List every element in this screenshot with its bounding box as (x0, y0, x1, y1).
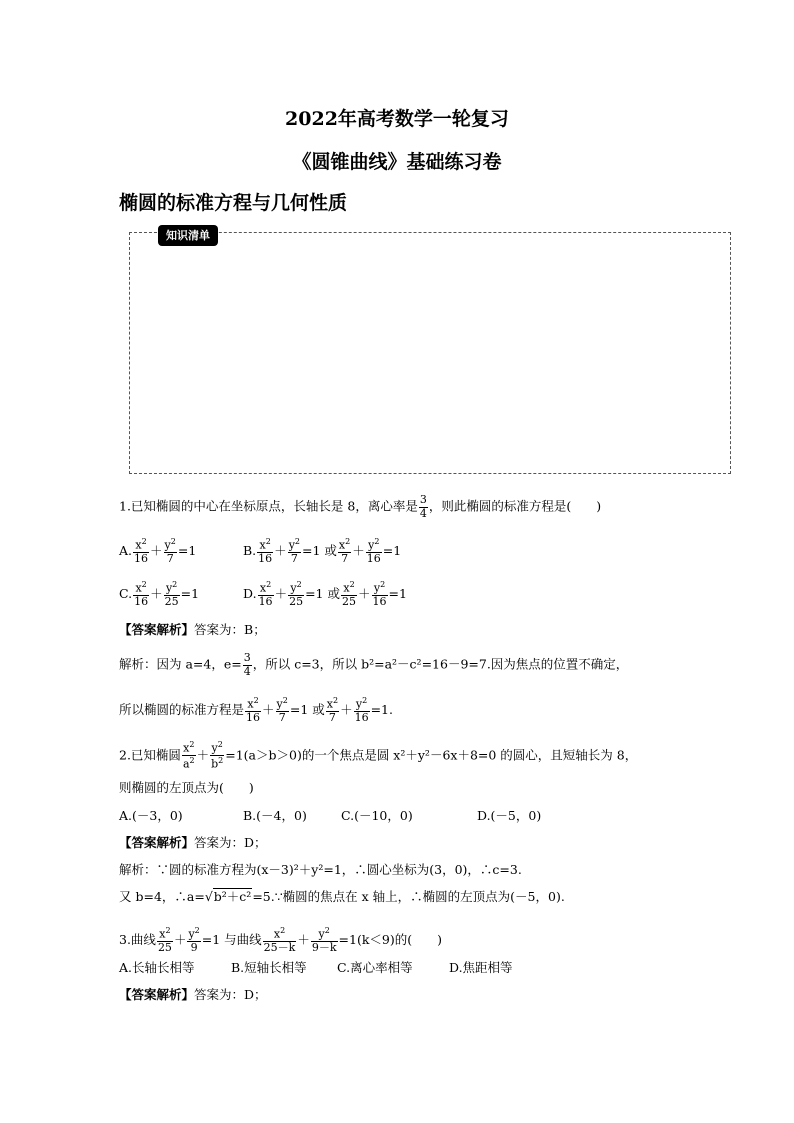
q2-option-b: B.(－4，0) (243, 808, 307, 823)
q2-option-d: D.(－5，0) (477, 808, 542, 823)
q3-options (119, 962, 513, 975)
knowledge-box (129, 232, 731, 474)
q1-stem: 1.已知椭圆的中心在坐标原点，长轴长是 8，离心率是 $\frac{3}{4}$ ，则此椭圆的标准方程是( ) (119, 493, 602, 520)
q1-solution-line2: 所以椭圆的标准方程是 $\frac{x^2}{16}$ ＋ $\frac{y^2}{7}$ =1 或 $\frac{x^2}{7}$ ＋ $\frac{y^2}{16}$ =1. (119, 696, 393, 725)
q2-options (119, 810, 541, 823)
fraction: $\frac{3}{4}$ (419, 493, 427, 520)
q3-option-d: D.焦距相等 (449, 960, 513, 975)
q2-solution-line1: 解析：∵圆的标准方程为(x－3)²＋y²=1，∴圆心坐标为(3，0)，∴c=3. (119, 862, 522, 877)
q2-answer: 【答案解析】答案为：D； (119, 835, 267, 850)
q3-answer: 【答案解析】答案为：D； (119, 987, 267, 1002)
q1-option-c: C. $\frac{x^2}{16}$ ＋ $\frac{y^2}{25}$ =1 (119, 580, 200, 609)
section-heading: 椭圆的标准方程与几何性质 (119, 192, 348, 214)
document-title: 2022年高考数学一轮复习 (285, 108, 509, 130)
q3-option-a: A.长轴长相等 (119, 960, 195, 975)
q2-option-a: A.(－3，0) (119, 808, 183, 823)
q1-solution-line1: 解析：因为 a=4，e= $\frac{3}{4}$ ，所以 c=3，所以 b²=a²－c²=16－9=7.因为焦点的位置不确定， (119, 651, 629, 678)
q3-option-c: C.离心率相等 (337, 960, 413, 975)
q1-answer: 【答案解析】答案为：B； (119, 622, 266, 637)
q1-option-d: D. $\frac{x^2}{16}$ ＋ $\frac{y^2}{25}$ =1 或 $\frac{x^2}{25}$ ＋ $\frac{y^2}{16}$ =1 (243, 580, 407, 609)
q1-options-row1 (119, 537, 401, 566)
knowledge-tag: 知识清单 (158, 225, 218, 246)
q2-stem: 2.已知椭圆 $\frac{x^2}{a^2}$ ＋ $\frac{y^2}{b^2}$ =1(a＞b＞0)的一个焦点是圆 x²＋y²－6x＋8=0 的圆心，且短轴长为 8， (119, 740, 638, 771)
q2-option-c: C.(－10，0) (341, 808, 413, 823)
q2-solution-line2: 又 b=4，∴a=√b²＋c²=5.∵椭圆的焦点在 x 轴上，∴椭圆的左顶点为(－5，0). (119, 889, 565, 904)
q3-option-b: B.短轴长相等 (231, 960, 307, 975)
q1-options-row2 (119, 580, 407, 609)
q1-option-a: A. $\frac{x^2}{16}$ ＋ $\frac{y^2}{7}$ =1 (119, 537, 197, 566)
q2-stem-cont: 则椭圆的左顶点为( ) (119, 780, 254, 795)
document-subtitle: 《圆锥曲线》基础练习卷 (292, 151, 502, 173)
q1-option-b: B. $\frac{x^2}{16}$ ＋ $\frac{y^2}{7}$ =1 或 $\frac{x^2}{7}$ ＋ $\frac{y^2}{16}$ =1 (243, 537, 402, 566)
q3-stem: 3.曲线 $\frac{x^2}{25}$ ＋ $\frac{y^2}{9}$ =1 与曲线 $\frac{x^2}{25-k}$ ＋ $\frac{y^2}{9-k}$ =1(k＜9)的( ) (119, 926, 442, 955)
